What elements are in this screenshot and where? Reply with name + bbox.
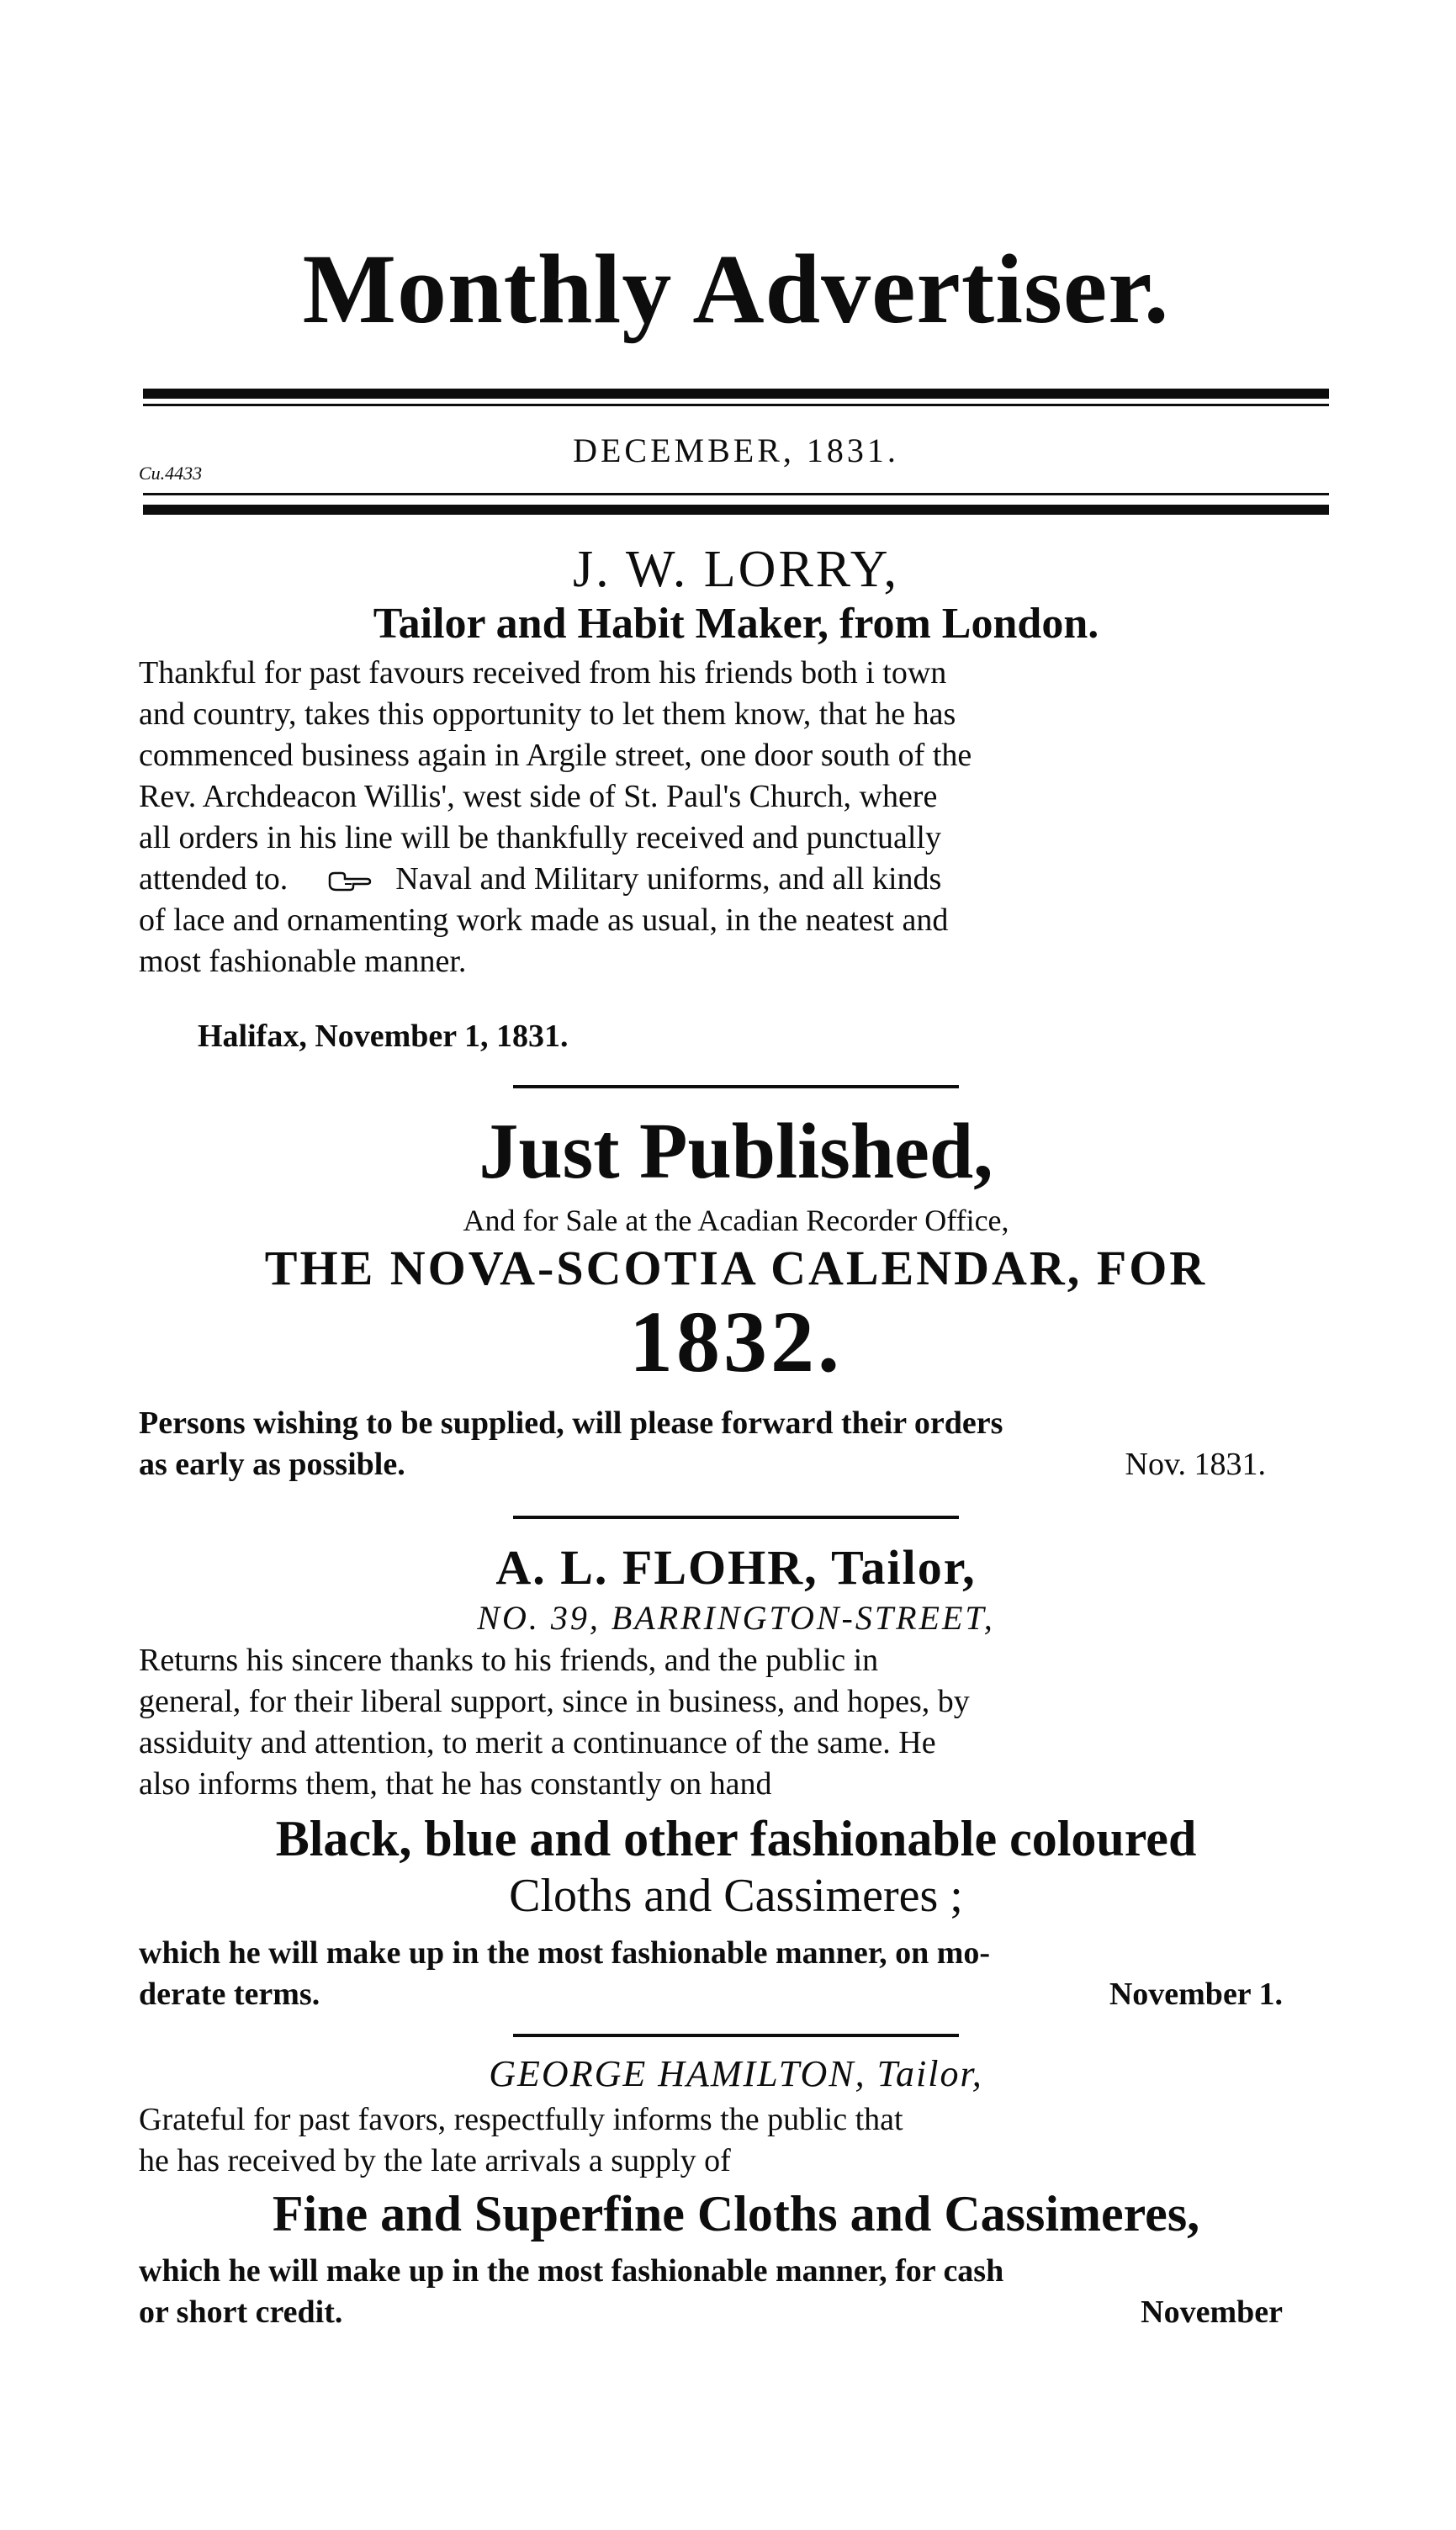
- flohr-body-line: Returns his sincere thanks to his friends, and the public in: [139, 1643, 879, 1678]
- hamilton-body-line-4: [139, 2292, 1333, 2333]
- hamilton-body-closing: [139, 2251, 1333, 2333]
- hamilton-body-line: he has received by the late arrivals a supply of: [139, 2143, 731, 2178]
- hamilton-date: November: [1141, 2294, 1283, 2330]
- calendar-body-line: Persons wishing to be supplied, will please forward their orders: [139, 1405, 1003, 1441]
- flohr-body-line-6: [139, 1974, 1333, 2015]
- hamilton-body-line: Grateful for past favors, respectfully informs the public that: [139, 2102, 903, 2137]
- lorry-body-line: of lace and ornamenting work made as usual, in the neatest and: [139, 902, 949, 938]
- masthead-rule-bottom-thin: [143, 493, 1329, 495]
- masthead-rule-top-thick: [143, 389, 1329, 399]
- calendar-body: [139, 1403, 1333, 1485]
- divider: [513, 2034, 959, 2037]
- flohr-name: A. L. FLOHR, Tailor,: [495, 1540, 977, 1595]
- lorry-body-line: Rev. Archdeacon Willis', west side of St. Paul's Church, where: [139, 779, 938, 814]
- flohr-body: [139, 1640, 1333, 1805]
- flohr-body-line: also informs them, that he has constantly on hand: [139, 1766, 772, 1802]
- lorry-name: J. W. LORRY,: [572, 541, 900, 598]
- lorry-body-text: Naval and Military uniforms, and all kinds: [395, 861, 942, 897]
- divider: [513, 1516, 959, 1519]
- hamilton-body-text: or short credit.: [139, 2294, 343, 2330]
- divider: [513, 1085, 959, 1088]
- calendar-body-line-2: [139, 1444, 1333, 1485]
- hamilton-body: [139, 2099, 1333, 2182]
- calendar-subline: And for Sale at the Acadian Recorder Office,: [463, 1204, 1009, 1237]
- lorry-body-text: attended to.: [139, 861, 289, 897]
- hamilton-name: GEORGE HAMILTON, Tailor,: [489, 2053, 983, 2094]
- hamilton-body-line: which he will make up in the most fashionable manner, for cash: [139, 2253, 1004, 2289]
- lorry-body-line: Thankful for past favours received from his friends both i town: [139, 655, 947, 691]
- hamilton-display-line: Fine and Superfine Cloths and Cassimeres,: [272, 2186, 1200, 2242]
- masthead-title: Monthly Advertiser.: [302, 234, 1170, 344]
- masthead-rule-bottom-thick: [143, 505, 1329, 515]
- masthead-date: DECEMBER, 1831.: [573, 431, 899, 469]
- calendar-product: THE NOVA-SCOTIA CALENDAR, FOR: [264, 1241, 1208, 1295]
- flohr-body-line: which he will make up in the most fashionable manner, on mo-: [139, 1935, 991, 1971]
- calendar-headline: Just Published,: [479, 1108, 993, 1195]
- pointing-hand-icon: [328, 871, 372, 892]
- lorry-body-line: commenced business again in Argile street, one door south of the: [139, 738, 972, 773]
- lorry-body: [139, 653, 1333, 982]
- flohr-body-closing: [139, 1933, 1333, 2015]
- flohr-address: NO. 39, BARRINGTON-STREET,: [477, 1599, 995, 1637]
- flohr-display-line: Cloths and Cassimeres ;: [509, 1870, 963, 1922]
- marginal-note: Cu.4433: [139, 463, 203, 484]
- lorry-subtitle: Tailor and Habit Maker, from London.: [373, 600, 1099, 648]
- lorry-signoff: Halifax, November 1, 1831.: [198, 1019, 569, 1054]
- calendar-year: 1832.: [629, 1294, 843, 1390]
- lorry-body-line-6: [139, 859, 1333, 900]
- lorry-body-line: and country, takes this opportunity to let them know, that he has: [139, 696, 956, 732]
- masthead-rule-top-thin: [143, 404, 1329, 406]
- flohr-display-line: Black, blue and other fashionable coloured: [275, 1811, 1197, 1866]
- lorry-body-line: most fashionable manner.: [139, 944, 467, 979]
- flohr-date: November 1.: [1109, 1977, 1283, 2012]
- calendar-date: Nov. 1831.: [1125, 1447, 1266, 1482]
- flohr-body-line: general, for their liberal support, since in business, and hopes, by: [139, 1684, 970, 1719]
- calendar-body-text: as early as possible.: [139, 1447, 405, 1482]
- lorry-body-line: all orders in his line will be thankfully received and punctually: [139, 820, 941, 855]
- flohr-body-text: derate terms.: [139, 1977, 320, 2012]
- flohr-body-line: assiduity and attention, to merit a continuance of the same. He: [139, 1725, 936, 1760]
